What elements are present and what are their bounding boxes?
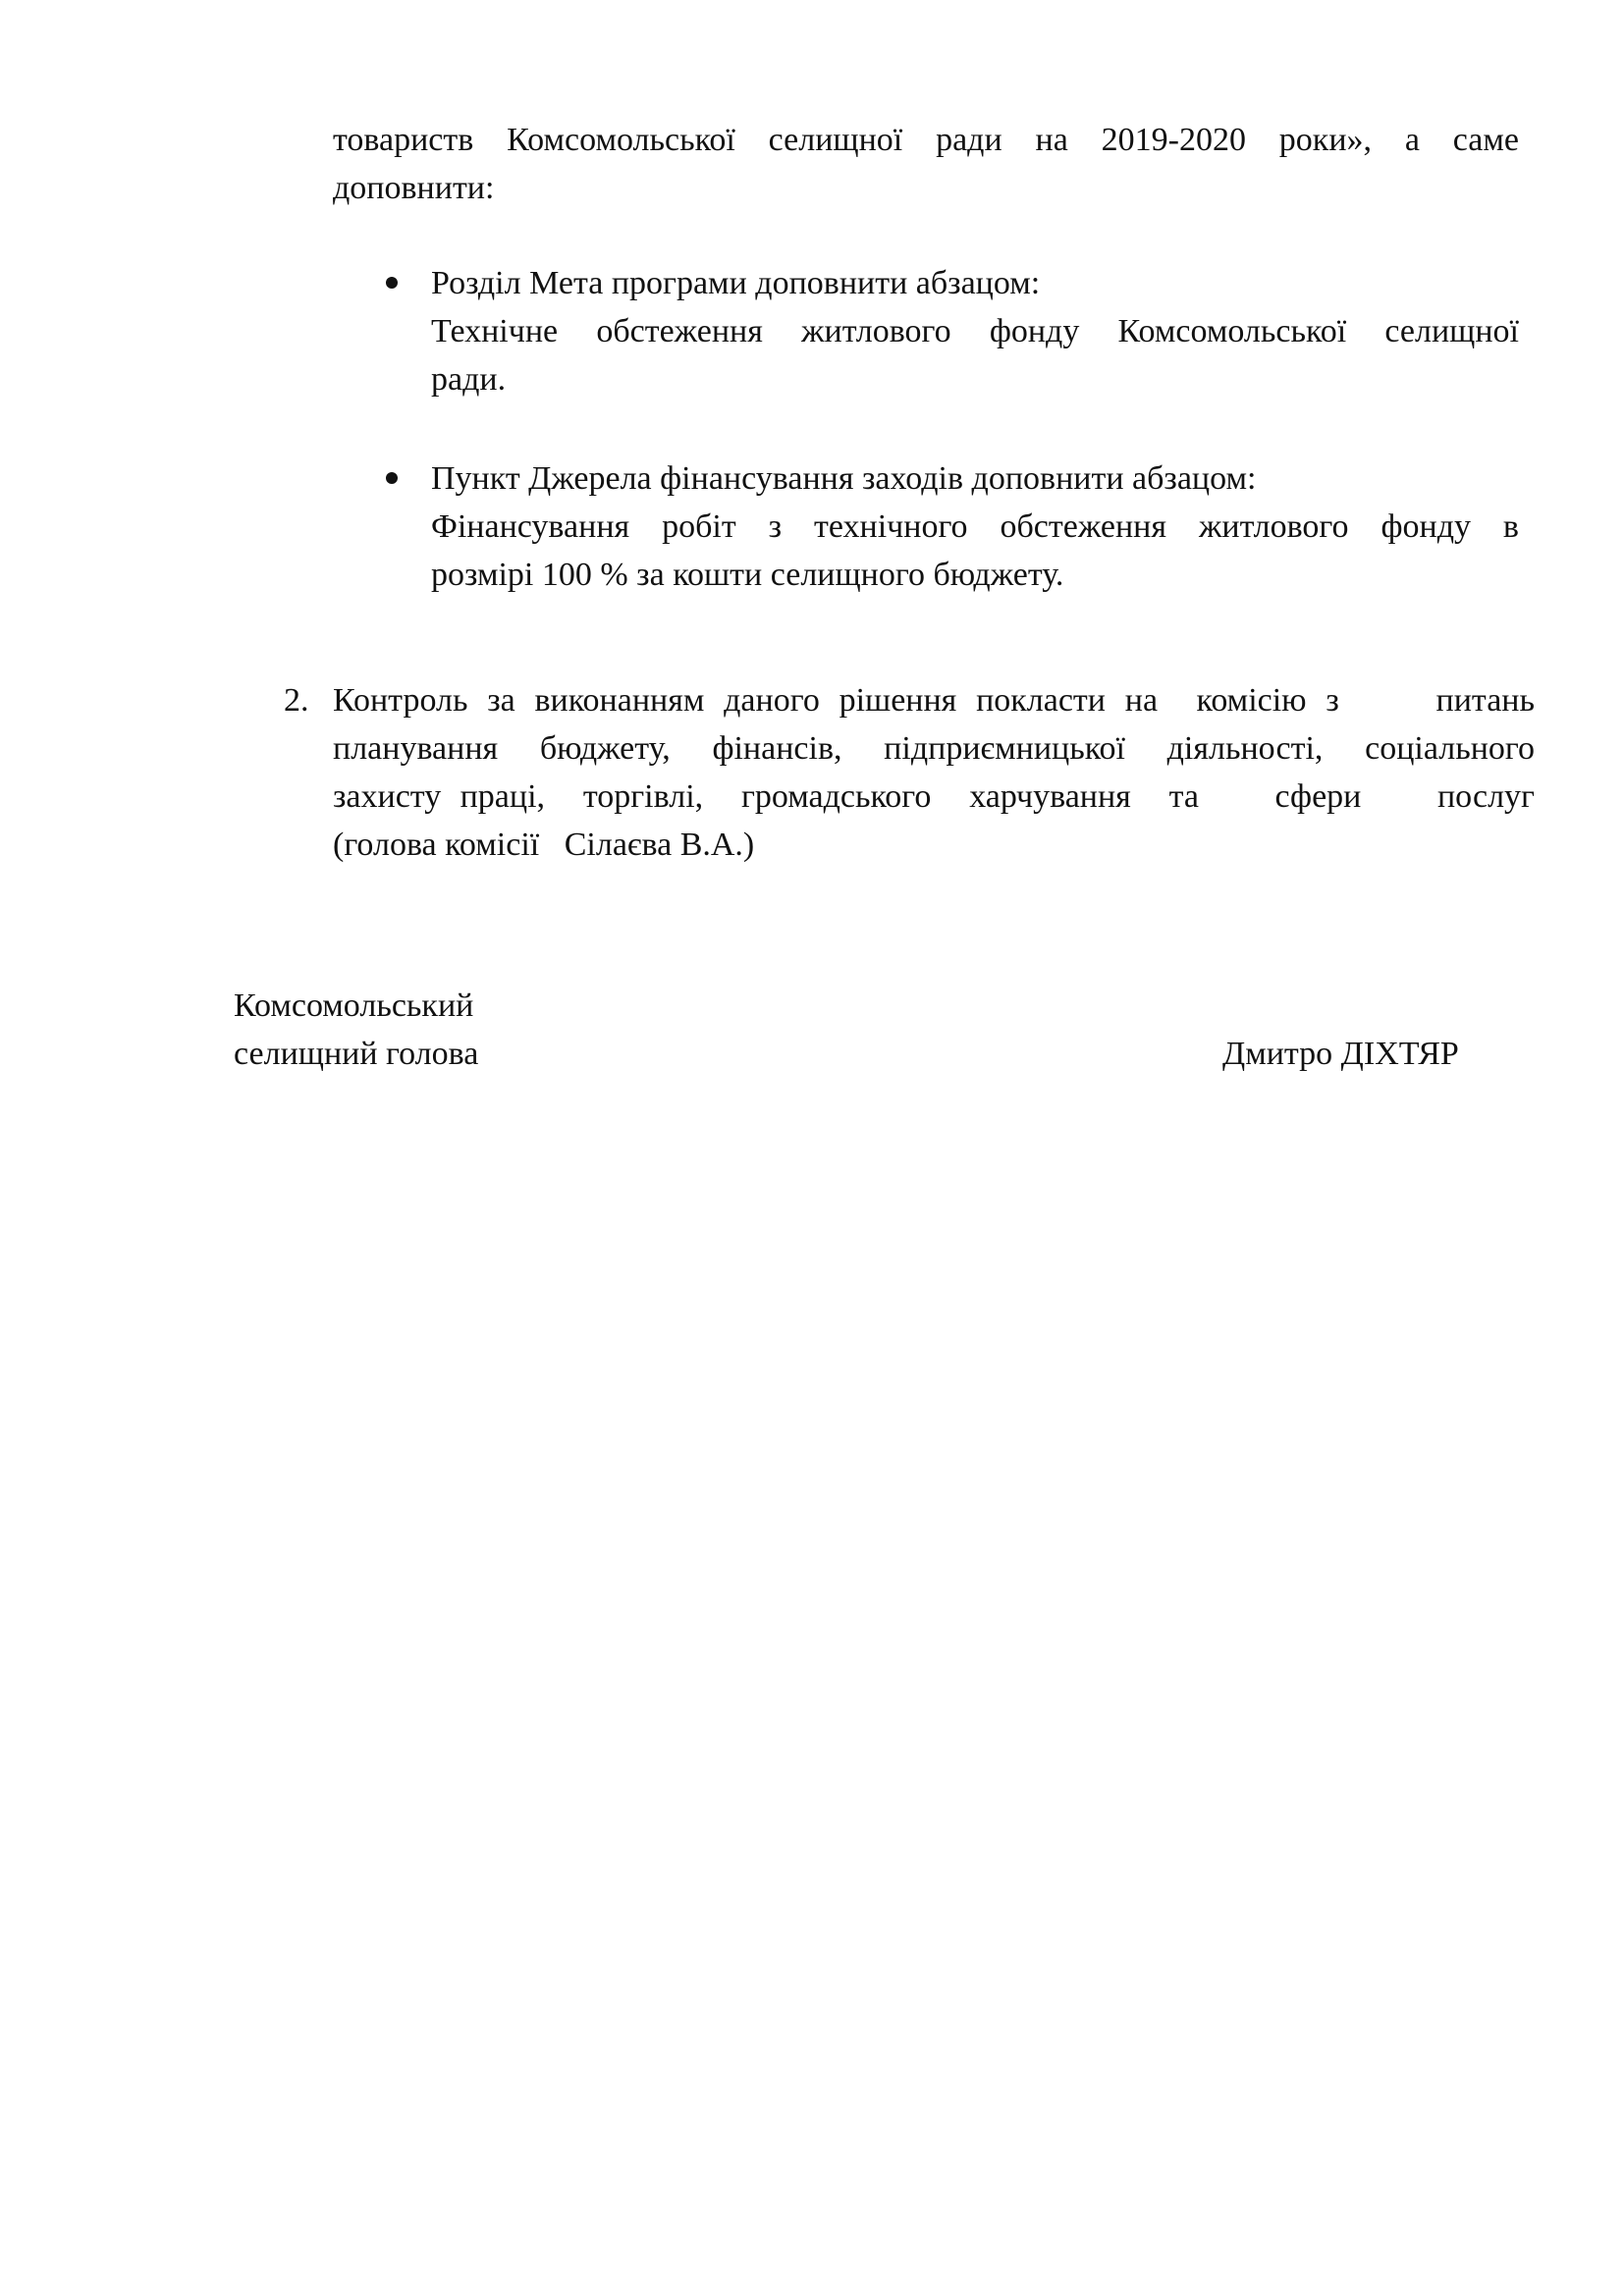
bullet-dot-2 (386, 472, 398, 484)
item-2-line-4: (голова комісії Сілаєва В.А.) (333, 827, 755, 863)
bullet-1-line-1: Розділ Мета програми доповнити абзацом: (431, 265, 1041, 301)
bullet-2-line-3: розмірі 100 % за кошти селищного бюджету. (431, 557, 1064, 593)
item-2-line-1: Контроль за виконанням даного рішення покласти на комісію з питань (333, 682, 1535, 719)
intro-line-2: доповнити: (333, 170, 495, 206)
item-2-line-2: планування бюджету, фінансів, підприємницької діяльності, соціального (333, 730, 1535, 767)
item-2-number: 2. (284, 682, 309, 719)
bullet-2-line-1: Пункт Джерела фінансування заходів доповнити абзацом: (431, 460, 1257, 497)
signature-name: Дмитро ДІХТЯР (1222, 1036, 1459, 1072)
bullet-1-line-3: ради. (431, 361, 507, 398)
bullet-1-line-2: Технічне обстеження житлового фонду Комсомольської селищної (431, 313, 1519, 349)
signature-title-line-2: селищний голова (234, 1036, 479, 1072)
bullet-2-line-2: Фінансування робіт з технічного обстеження житлового фонду в (431, 508, 1519, 545)
bullet-dot-1 (386, 277, 398, 289)
item-2-line-3: захисту праці, торгівлі, громадського харчування та сфери послуг (333, 778, 1535, 815)
signature-title-line-1: Комсомольський (234, 988, 474, 1024)
intro-line-1: товариств Комсомольської селищної ради на 2019-2020 роки», а саме (333, 122, 1519, 158)
